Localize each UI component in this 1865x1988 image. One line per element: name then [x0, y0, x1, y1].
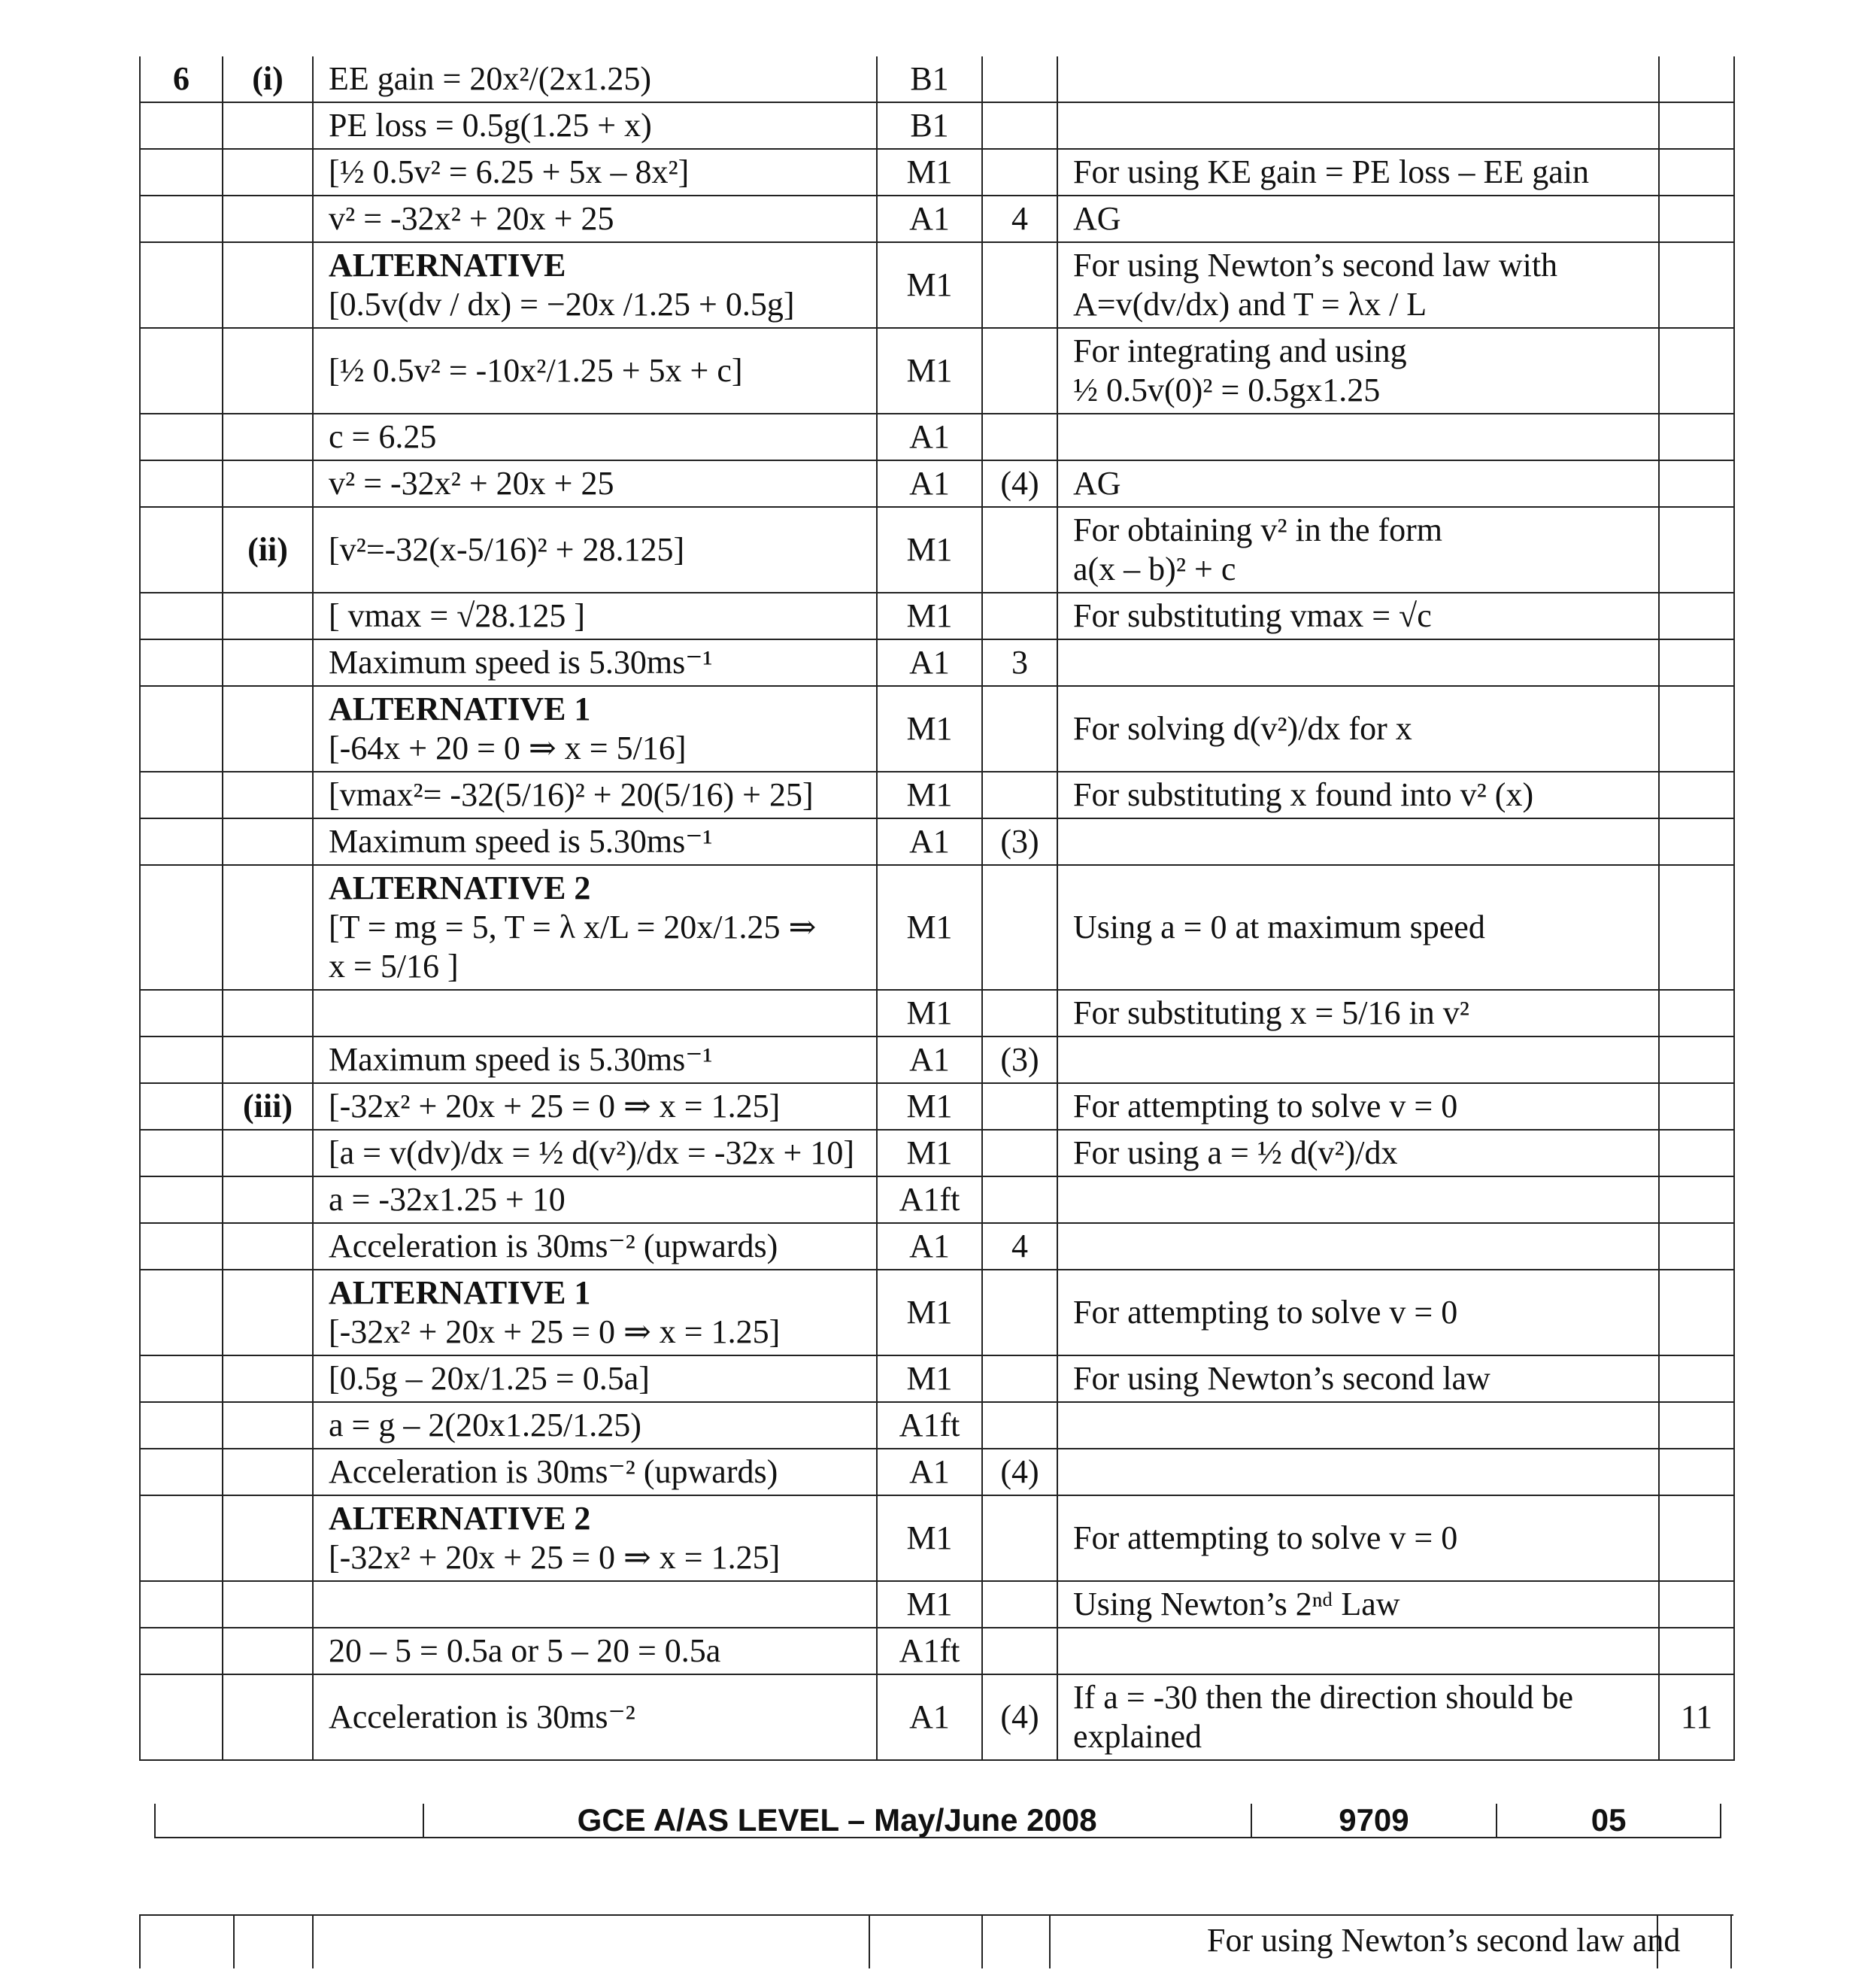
part-total-cell	[982, 149, 1057, 196]
guidance-cell	[1057, 772, 1659, 818]
question-number-cell	[140, 414, 223, 460]
guidance-cell	[1057, 1355, 1659, 1402]
answer-line: [-32x² + 20x + 25 = 0 ⇒ x = 1.25]	[329, 1539, 781, 1576]
part-total-cell	[982, 865, 1057, 990]
answer-cell	[313, 1402, 877, 1449]
footer-syllabus-code: 9709	[1251, 1804, 1497, 1837]
answer-line: [T = mg = 5, T = λ x/L = 20x/1.25 ⇒	[329, 909, 817, 945]
mark-cell: M1	[877, 1355, 982, 1402]
table-row	[140, 242, 1734, 328]
question-total-cell	[1659, 990, 1734, 1036]
mark-cell: A1ft	[877, 1402, 982, 1449]
part-total-cell	[982, 990, 1057, 1036]
answer-line: [½ 0.5v² = 6.25 + 5x – 8x²]	[329, 153, 690, 190]
mark-cell: M1	[877, 772, 982, 818]
table-row	[140, 865, 1734, 990]
guidance-cell	[1057, 1581, 1659, 1628]
table-row	[140, 818, 1734, 865]
guidance-cell	[1057, 242, 1659, 328]
answer-cell	[313, 196, 877, 242]
part-total-cell: 3	[982, 639, 1057, 686]
guidance-line: For using a = ½ d(v²)/dx	[1073, 1134, 1398, 1171]
question-number-cell	[140, 1036, 223, 1083]
part-total-cell	[982, 1130, 1057, 1176]
answer-cell	[313, 56, 877, 102]
question-number-cell: 6	[140, 56, 223, 102]
guidance-cell	[1057, 686, 1659, 772]
question-number-cell	[140, 1581, 223, 1628]
question-total-cell	[1659, 818, 1734, 865]
part-total-cell: (4)	[982, 1674, 1057, 1760]
alternative-heading: ALTERNATIVE 2	[329, 1500, 591, 1537]
answer-line: EE gain = 20x²/(2x1.25)	[329, 60, 652, 97]
part-cell	[223, 1355, 313, 1402]
mark-cell: M1	[877, 1495, 982, 1581]
question-number-cell	[140, 242, 223, 328]
mark-cell: A1	[877, 1036, 982, 1083]
part-cell	[223, 328, 313, 414]
question-total-cell	[1659, 149, 1734, 196]
answer-line: 20 – 5 = 0.5a or 5 – 20 = 0.5a	[329, 1632, 721, 1669]
answer-cell	[313, 1674, 877, 1760]
part-total-cell: (3)	[982, 818, 1057, 865]
part-cell	[223, 818, 313, 865]
table-row	[140, 593, 1734, 639]
page-footer	[154, 1804, 1721, 1838]
part-total-cell	[982, 328, 1057, 414]
table-row	[140, 990, 1734, 1036]
part-cell	[223, 242, 313, 328]
mark-cell: M1	[877, 1130, 982, 1176]
part-cell	[223, 593, 313, 639]
part-total-cell	[982, 1270, 1057, 1355]
answer-cell	[313, 1581, 877, 1628]
part-total-cell	[982, 1402, 1057, 1449]
table-row	[140, 56, 1734, 102]
alternative-heading: ALTERNATIVE	[329, 247, 566, 284]
answer-line: [-64x + 20 = 0 ⇒ x = 5/16]	[329, 730, 687, 766]
next-page-table-fragment	[139, 1914, 1733, 1968]
mark-cell: M1	[877, 865, 982, 990]
table-row	[140, 196, 1734, 242]
guidance-line: AG	[1073, 200, 1121, 237]
question-number-cell	[140, 196, 223, 242]
question-number-cell	[140, 686, 223, 772]
mark-cell: A1	[877, 414, 982, 460]
guidance-cell	[1057, 1270, 1659, 1355]
guidance-line: Using a = 0 at maximum speed	[1073, 909, 1485, 945]
guidance-cell	[1057, 149, 1659, 196]
part-cell	[223, 1581, 313, 1628]
answer-line: [v²=-32(x-5/16)² + 28.125]	[329, 531, 685, 568]
question-total-cell	[1659, 1449, 1734, 1495]
answer-cell	[313, 1036, 877, 1083]
part-total-cell: (3)	[982, 1036, 1057, 1083]
question-number-cell	[140, 865, 223, 990]
question-total-cell	[1659, 1402, 1734, 1449]
question-total-cell	[1659, 639, 1734, 686]
answer-line: Maximum speed is 5.30ms⁻¹	[329, 823, 713, 860]
answer-cell	[313, 102, 877, 149]
question-total-cell	[1659, 1270, 1734, 1355]
part-total-cell	[982, 1176, 1057, 1223]
part-total-cell: 4	[982, 1223, 1057, 1270]
question-total-cell	[1659, 1036, 1734, 1083]
table-row	[140, 1674, 1734, 1760]
mark-cell: M1	[877, 149, 982, 196]
question-total-cell	[1659, 507, 1734, 593]
part-total-cell	[982, 1628, 1057, 1674]
answer-cell	[313, 1176, 877, 1223]
mark-cell: M1	[877, 1270, 982, 1355]
table-row	[140, 1449, 1734, 1495]
guidance-line: For using Newton’s second law	[1073, 1360, 1490, 1397]
guidance-cell	[1057, 460, 1659, 507]
guidance-line: For substituting x = 5/16 in v²	[1073, 994, 1469, 1031]
mark-cell: A1	[877, 1449, 982, 1495]
table-row	[140, 1581, 1734, 1628]
mark-cell: A1	[877, 460, 982, 507]
answer-line: [-32x² + 20x + 25 = 0 ⇒ x = 1.25]	[329, 1313, 781, 1350]
answer-line: Acceleration is 30ms⁻² (upwards)	[329, 1228, 778, 1264]
answer-cell	[313, 686, 877, 772]
part-total-cell	[982, 772, 1057, 818]
mark-scheme-table	[139, 56, 1735, 1761]
mark-cell: A1	[877, 1674, 982, 1760]
question-number-cell	[140, 990, 223, 1036]
question-number-cell	[140, 328, 223, 414]
alternative-heading: ALTERNATIVE 1	[329, 1274, 591, 1311]
mark-cell: B1	[877, 102, 982, 149]
question-number-cell	[140, 639, 223, 686]
mark-cell: A1ft	[877, 1628, 982, 1674]
footer-exam-title: GCE A/AS LEVEL – May/June 2008	[423, 1804, 1251, 1837]
guidance-line: For attempting to solve v = 0	[1073, 1519, 1458, 1556]
mark-cell: M1	[877, 1083, 982, 1130]
guidance-cell	[1057, 1495, 1659, 1581]
answer-line: x = 5/16 ]	[329, 948, 459, 985]
part-total-cell	[982, 414, 1057, 460]
next-page-guidance-text: For using Newton’s second law and	[1207, 1922, 1681, 1959]
answer-line: c = 6.25	[329, 418, 437, 455]
mark-cell: M1	[877, 328, 982, 414]
part-cell	[223, 639, 313, 686]
question-total-cell	[1659, 56, 1734, 102]
part-cell: (ii)	[223, 507, 313, 593]
question-total-cell	[1659, 328, 1734, 414]
guidance-cell	[1057, 1223, 1659, 1270]
guidance-line: For substituting vmax = √c	[1073, 597, 1432, 634]
question-number-cell	[140, 102, 223, 149]
answer-cell	[313, 460, 877, 507]
part-cell	[223, 149, 313, 196]
part-total-cell	[982, 56, 1057, 102]
guidance-line: A=v(dv/dx) and T = λx / L	[1073, 286, 1427, 323]
guidance-cell	[1057, 1083, 1659, 1130]
table-row	[140, 102, 1734, 149]
guidance-line: a(x – b)² + c	[1073, 551, 1236, 587]
answer-cell	[313, 149, 877, 196]
answer-line: v² = -32x² + 20x + 25	[329, 465, 614, 502]
question-total-cell	[1659, 1223, 1734, 1270]
part-total-cell	[982, 1495, 1057, 1581]
answer-cell	[313, 639, 877, 686]
question-number-cell	[140, 149, 223, 196]
guidance-cell	[1057, 102, 1659, 149]
answer-line: Maximum speed is 5.30ms⁻¹	[329, 1041, 713, 1078]
answer-cell	[313, 242, 877, 328]
part-cell	[223, 460, 313, 507]
table-row	[140, 507, 1734, 593]
part-cell	[223, 686, 313, 772]
guidance-cell	[1057, 1130, 1659, 1176]
guidance-cell	[1057, 414, 1659, 460]
table-row	[140, 686, 1734, 772]
guidance-cell	[1057, 990, 1659, 1036]
question-total-cell	[1659, 1083, 1734, 1130]
question-total-cell	[1659, 1355, 1734, 1402]
answer-cell	[313, 1495, 877, 1581]
answer-cell	[313, 328, 877, 414]
guidance-cell	[1057, 1036, 1659, 1083]
guidance-line: For solving d(v²)/dx for x	[1073, 710, 1412, 747]
guidance-cell	[1057, 56, 1659, 102]
answer-line: a = g – 2(20x1.25/1.25)	[329, 1407, 641, 1443]
part-total-cell	[982, 102, 1057, 149]
guidance-line: explained	[1073, 1718, 1202, 1755]
table-row	[140, 1036, 1734, 1083]
answer-line: a = -32x1.25 + 10	[329, 1181, 566, 1218]
answer-line: [0.5v(dv / dx) = −20x /1.25 + 0.5g]	[329, 286, 795, 323]
question-total-cell: 11	[1659, 1674, 1734, 1760]
table-row	[140, 149, 1734, 196]
question-total-cell	[1659, 460, 1734, 507]
mark-cell: M1	[877, 686, 982, 772]
answer-line: PE loss = 0.5g(1.25 + x)	[329, 107, 652, 144]
guidance-line: ½ 0.5v(0)² = 0.5gx1.25	[1073, 372, 1381, 408]
table-row	[140, 1402, 1734, 1449]
mark-cell: A1	[877, 196, 982, 242]
part-total-cell	[982, 1083, 1057, 1130]
guidance-cell	[1057, 328, 1659, 414]
mark-cell: M1	[877, 242, 982, 328]
part-total-cell: 4	[982, 196, 1057, 242]
part-cell	[223, 772, 313, 818]
question-number-cell	[140, 1628, 223, 1674]
table-row	[140, 1495, 1734, 1581]
guidance-line: For attempting to solve v = 0	[1073, 1294, 1458, 1331]
part-cell	[223, 1402, 313, 1449]
question-number-cell	[140, 1355, 223, 1402]
part-cell	[223, 865, 313, 990]
part-cell	[223, 414, 313, 460]
part-cell	[223, 1176, 313, 1223]
guidance-line: For using Newton’s second law with	[1073, 247, 1558, 284]
answer-line: [vmax²= -32(5/16)² + 20(5/16) + 25]	[329, 776, 814, 813]
table-row	[140, 1176, 1734, 1223]
question-number-cell	[140, 818, 223, 865]
part-total-cell	[982, 507, 1057, 593]
question-number-cell	[140, 1083, 223, 1130]
answer-line: Maximum speed is 5.30ms⁻¹	[329, 644, 713, 681]
answer-cell	[313, 865, 877, 990]
guidance-cell	[1057, 865, 1659, 990]
question-total-cell	[1659, 1130, 1734, 1176]
guidance-cell	[1057, 1449, 1659, 1495]
answer-cell	[313, 772, 877, 818]
question-total-cell	[1659, 1628, 1734, 1674]
part-total-cell	[982, 1355, 1057, 1402]
part-cell	[223, 196, 313, 242]
alternative-heading: ALTERNATIVE 1	[329, 690, 591, 727]
mark-cell: A1	[877, 1223, 982, 1270]
mark-cell: M1	[877, 593, 982, 639]
part-cell	[223, 1130, 313, 1176]
answer-cell	[313, 1223, 877, 1270]
question-number-cell	[140, 507, 223, 593]
answer-line: [-32x² + 20x + 25 = 0 ⇒ x = 1.25]	[329, 1088, 781, 1125]
answer-line: v² = -32x² + 20x + 25	[329, 200, 614, 237]
table-row	[140, 414, 1734, 460]
guidance-cell	[1057, 1628, 1659, 1674]
guidance-line: Using Newton’s 2ⁿᵈ Law	[1073, 1586, 1400, 1622]
table-row	[140, 1130, 1734, 1176]
answer-cell	[313, 507, 877, 593]
question-number-cell	[140, 460, 223, 507]
question-number-cell	[140, 1270, 223, 1355]
guidance-cell	[1057, 593, 1659, 639]
question-number-cell	[140, 772, 223, 818]
table-row	[140, 1223, 1734, 1270]
table-row	[140, 639, 1734, 686]
table-row	[140, 460, 1734, 507]
question-number-cell	[140, 1130, 223, 1176]
part-cell	[223, 1223, 313, 1270]
answer-cell	[313, 1130, 877, 1176]
question-total-cell	[1659, 865, 1734, 990]
question-total-cell	[1659, 414, 1734, 460]
guidance-cell	[1057, 507, 1659, 593]
guidance-cell	[1057, 818, 1659, 865]
part-total-cell	[982, 593, 1057, 639]
part-cell	[223, 1270, 313, 1355]
answer-cell	[313, 1628, 877, 1674]
part-total-cell: (4)	[982, 1449, 1057, 1495]
guidance-cell	[1057, 196, 1659, 242]
question-number-cell	[140, 1495, 223, 1581]
footer-cell-blank	[156, 1804, 423, 1837]
mark-cell: A1ft	[877, 1176, 982, 1223]
answer-line: [ vmax = √28.125 ]	[329, 597, 586, 634]
answer-line: [0.5g – 20x/1.25 = 0.5a]	[329, 1360, 650, 1397]
question-total-cell	[1659, 593, 1734, 639]
table-row	[140, 1083, 1734, 1130]
mark-cell: A1	[877, 818, 982, 865]
part-cell	[223, 1036, 313, 1083]
part-total-cell	[982, 1581, 1057, 1628]
guidance-line: For substituting x found into v² (x)	[1073, 776, 1534, 813]
question-total-cell	[1659, 196, 1734, 242]
part-cell	[223, 1628, 313, 1674]
part-cell	[223, 102, 313, 149]
part-total-cell	[982, 242, 1057, 328]
question-total-cell	[1659, 242, 1734, 328]
part-cell: (i)	[223, 56, 313, 102]
question-number-cell	[140, 1176, 223, 1223]
part-total-cell: (4)	[982, 460, 1057, 507]
mark-cell: M1	[877, 507, 982, 593]
guidance-cell	[1057, 1176, 1659, 1223]
guidance-line: For obtaining v² in the form	[1073, 511, 1443, 548]
question-total-cell	[1659, 1176, 1734, 1223]
guidance-cell	[1057, 1402, 1659, 1449]
part-cell	[223, 1449, 313, 1495]
question-total-cell	[1659, 686, 1734, 772]
question-total-cell	[1659, 1581, 1734, 1628]
guidance-line: AG	[1073, 465, 1121, 502]
answer-cell	[313, 990, 877, 1036]
answer-line: Acceleration is 30ms⁻²	[329, 1698, 635, 1735]
question-total-cell	[1659, 772, 1734, 818]
footer-paper-number: 05	[1496, 1804, 1720, 1837]
question-number-cell	[140, 593, 223, 639]
table-row	[140, 1270, 1734, 1355]
mark-cell: M1	[877, 1581, 982, 1628]
answer-cell	[313, 818, 877, 865]
guidance-line: For integrating and using	[1073, 332, 1407, 369]
question-number-cell	[140, 1402, 223, 1449]
answer-cell	[313, 1449, 877, 1495]
question-number-cell	[140, 1449, 223, 1495]
guidance-line: If a = -30 then the direction should be	[1073, 1679, 1574, 1716]
answer-cell	[313, 1270, 877, 1355]
table-row	[140, 772, 1734, 818]
guidance-line: For attempting to solve v = 0	[1073, 1088, 1458, 1125]
alternative-heading: ALTERNATIVE 2	[329, 870, 591, 906]
answer-cell	[313, 1355, 877, 1402]
table-row	[140, 328, 1734, 414]
part-cell	[223, 1674, 313, 1760]
answer-line: Acceleration is 30ms⁻² (upwards)	[329, 1453, 778, 1490]
part-total-cell	[982, 686, 1057, 772]
guidance-cell	[1057, 639, 1659, 686]
answer-cell	[313, 1083, 877, 1130]
part-cell	[223, 990, 313, 1036]
question-number-cell	[140, 1674, 223, 1760]
mark-cell: B1	[877, 56, 982, 102]
answer-line: [a = v(dv)/dx = ½ d(v²)/dx = -32x + 10]	[329, 1134, 854, 1171]
mark-cell: M1	[877, 990, 982, 1036]
part-cell: (iii)	[223, 1083, 313, 1130]
guidance-cell	[1057, 1674, 1659, 1760]
part-cell	[223, 1495, 313, 1581]
answer-line: [½ 0.5v² = -10x²/1.25 + 5x + c]	[329, 352, 743, 389]
answer-cell	[313, 414, 877, 460]
question-total-cell	[1659, 1495, 1734, 1581]
table-row	[140, 1355, 1734, 1402]
question-number-cell	[140, 1223, 223, 1270]
mark-cell: A1	[877, 639, 982, 686]
guidance-line: For using KE gain = PE loss – EE gain	[1073, 153, 1590, 190]
table-row	[140, 1628, 1734, 1674]
answer-cell	[313, 593, 877, 639]
question-total-cell	[1659, 102, 1734, 149]
